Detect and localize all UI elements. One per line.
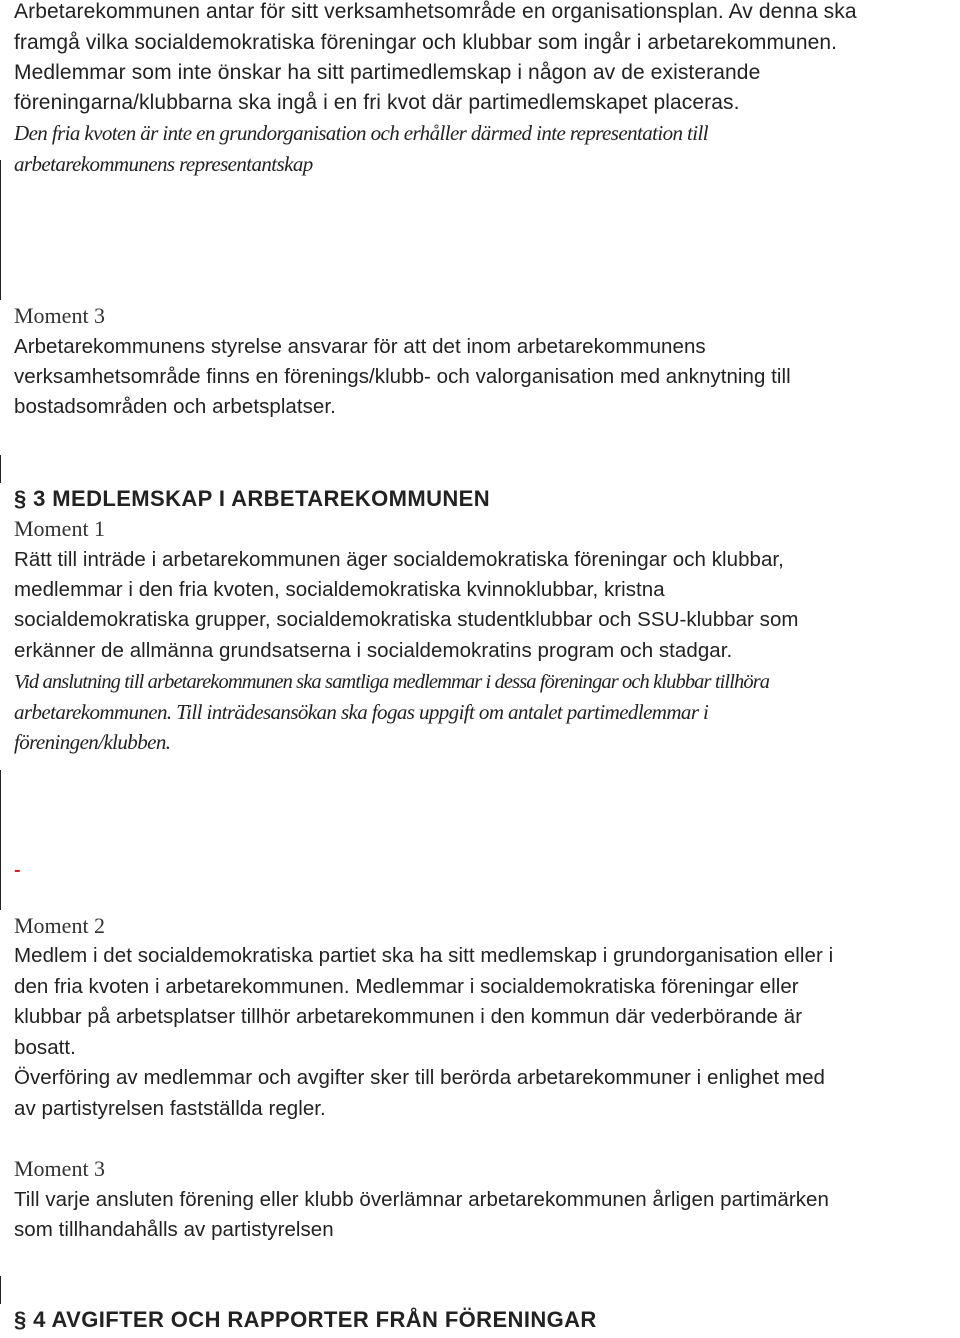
body-line: bostadsområden och arbetsplatser. <box>14 395 336 418</box>
change-bar <box>0 770 1 910</box>
intro-line: föreningarna/klubbarna ska ingå i en fri kvot där partimedlemskapet placeras. <box>14 91 740 114</box>
section-heading: § 4 AVGIFTER OCH RAPPORTER FRÅN FÖRENINGAR <box>14 1307 597 1332</box>
body-line: socialdemokratiska grupper, socialdemokratiska studentklubbar och SSU-klubbar som <box>14 608 799 631</box>
section-heading: § 3 MEDLEMSKAP I ARBETAREKOMMUNEN <box>14 486 491 511</box>
intro-italic-line: Den fria kvoten är inte en grundorganisation och erhåller därmed inte representation till <box>14 121 708 145</box>
revision-marker: - <box>14 860 21 879</box>
body-line: klubbar på arbetsplatser tillhör arbetarekommunen i den kommun där vederbörande är <box>14 1005 803 1028</box>
body-line: Arbetarekommunens styrelse ansvarar för att det inom arbetarekommunens <box>14 335 706 358</box>
body-line: bosatt. <box>14 1036 76 1059</box>
change-bar <box>0 160 1 300</box>
moment-heading: Moment 1 <box>14 516 106 541</box>
moment-heading: Moment 3 <box>14 303 106 328</box>
body-line: som tillhandahålls av partistyrelsen <box>14 1218 334 1241</box>
intro-italic-line: arbetarekommunens representantskap <box>14 152 313 176</box>
body-line: Överföring av medlemmar och avgifter sker till berörda arbetarekommuner i enlighet med <box>14 1066 825 1089</box>
moment-heading: Moment 2 <box>14 913 106 938</box>
change-bar <box>0 455 1 483</box>
change-bar <box>0 1276 1 1304</box>
italic-line: föreningen/klubben. <box>14 730 171 754</box>
intro-line: Medlemmar som inte önskar ha sitt partimedlemskap i någon av de existerande <box>14 61 761 84</box>
body-line: den fria kvoten i arbetarekommunen. Medlemmar i socialdemokratiska föreningar eller <box>14 975 799 998</box>
body-line: Rätt till inträde i arbetarekommunen äger socialdemokratiska föreningar och klubbar, <box>14 548 784 571</box>
body-line: Medlem i det socialdemokratiska partiet ska ha sitt medlemskap i grundorganisation eller i <box>14 944 834 967</box>
italic-line: Vid anslutning till arbetarekommunen ska samtliga medlemmar i dessa föreningar och klubbar tillhöra <box>14 671 770 693</box>
body-line: Till varje ansluten förening eller klubb överlämnar arbetarekommunen årligen partimärken <box>14 1188 829 1211</box>
body-line: erkänner de allmänna grundsatserna i socialdemokratins program och stadgar. <box>14 639 733 662</box>
body-line: verksamhetsområde finns en förenings/klubb- och valorganisation med anknytning till <box>14 365 791 388</box>
italic-line: arbetarekommunen. Till inträdesansökan ska fogas uppgift om antalet partimedlemmar i <box>14 700 709 724</box>
intro-line: framgå vilka socialdemokratiska föreningar och klubbar som ingår i arbetarekommunen. <box>14 31 838 54</box>
moment-heading: Moment 3 <box>14 1156 106 1181</box>
body-line: medlemmar i den fria kvoten, socialdemokratiska kvinnoklubbar, kristna <box>14 578 665 601</box>
body-line: av partistyrelsen fastställda regler. <box>14 1097 326 1120</box>
intro-line: Arbetarekommunen antar för sitt verksamhetsområde en organisationsplan. Av denna ska <box>14 0 857 23</box>
